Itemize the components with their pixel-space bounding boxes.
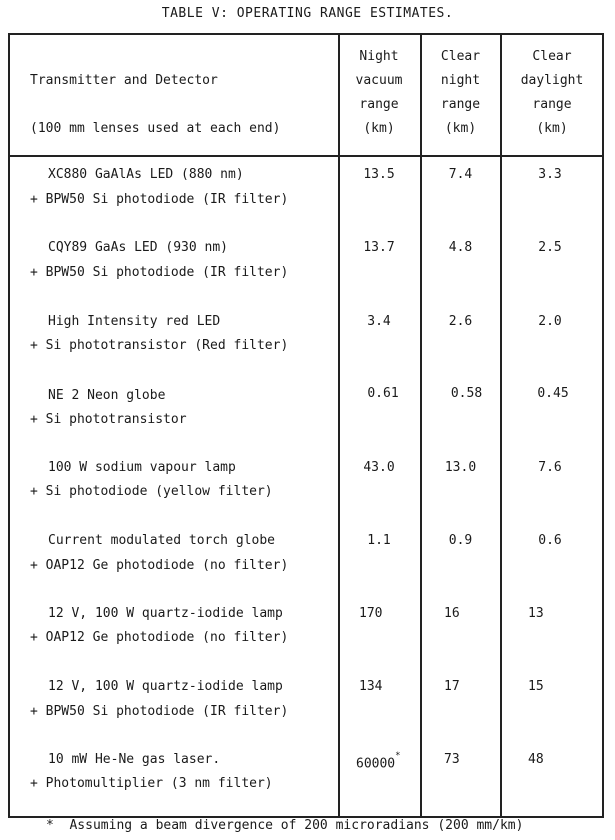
row-transmitter: CQY89 GaAs LED (930 nm) xyxy=(48,240,229,255)
clear-night-range: 16 xyxy=(444,606,460,621)
row-transmitter: XC880 GaAlAs LED (880 nm) xyxy=(48,167,244,182)
clear-night-range: 7.4 xyxy=(448,167,473,182)
clear-daylight-range: 15 xyxy=(528,679,544,694)
night-vacuum-range: 1.1 xyxy=(367,533,391,548)
row-transmitter: 100 W sodium vapour lamp xyxy=(48,460,236,475)
footnote: * Assuming a beam divergence of 200 microradians (200 mm/km) xyxy=(46,818,524,833)
row-detector: + Si phototransistor xyxy=(30,412,187,427)
clear-night-range: 4.8 xyxy=(448,240,473,255)
clear-daylight-range: 3.3 xyxy=(538,167,562,182)
night-vacuum-range: 13.7 xyxy=(363,240,395,255)
header-transmitter: Transmitter and Detector xyxy=(30,73,218,88)
row-transmitter: 12 V, 100 W quartz-iodide lamp xyxy=(48,679,283,694)
clear-daylight-range: 0.6 xyxy=(538,533,562,548)
table-title: TABLE V: OPERATING RANGE ESTIMATES. xyxy=(161,6,454,21)
clear-daylight-range: 13 xyxy=(528,606,544,621)
row-detector: + Photomultiplier (3 nm filter) xyxy=(30,776,273,791)
header-clear-daylight: Clear daylight range (km) xyxy=(520,49,584,136)
footnote-marker: * xyxy=(395,751,401,761)
column-divider xyxy=(420,33,422,818)
column-divider xyxy=(338,33,340,818)
night-vacuum-range: 60000* xyxy=(356,751,401,772)
clear-daylight-range: 0.45 xyxy=(537,386,569,401)
row-detector: + OAP12 Ge photodiode (no filter) xyxy=(30,558,289,573)
header-night-vacuum: Night vacuum range (km) xyxy=(355,49,403,136)
row-detector: + Si phototransistor (Red filter) xyxy=(30,338,289,353)
row-detector: + BPW50 Si photodiode (IR filter) xyxy=(30,704,289,719)
header-lenses-note: (100 mm lenses used at each end) xyxy=(30,121,281,136)
row-transmitter: 12 V, 100 W quartz-iodide lamp xyxy=(48,606,283,621)
night-vacuum-range: 13.5 xyxy=(363,167,395,182)
row-detector: + BPW50 Si photodiode (IR filter) xyxy=(30,192,289,207)
clear-night-range: 2.6 xyxy=(448,314,473,329)
clear-night-range: 13.0 xyxy=(444,460,477,475)
clear-night-range: 17 xyxy=(444,679,460,694)
row-detector: + Si photodiode (yellow filter) xyxy=(30,484,273,499)
row-transmitter: Current modulated torch globe xyxy=(48,533,275,548)
clear-daylight-range: 48 xyxy=(528,752,544,767)
clear-night-range: 73 xyxy=(444,752,460,767)
header-divider xyxy=(8,155,604,157)
row-detector: + OAP12 Ge photodiode (no filter) xyxy=(30,630,289,645)
column-divider xyxy=(500,33,502,818)
header-clear-night: Clear night range (km) xyxy=(440,49,481,136)
night-vacuum-range: 3.4 xyxy=(367,314,391,329)
clear-night-range: 0.58 xyxy=(450,386,483,401)
night-vacuum-range: 134 xyxy=(359,679,383,694)
clear-daylight-range: 7.6 xyxy=(538,460,562,475)
row-transmitter: 10 mW He-Ne gas laser. xyxy=(48,752,221,767)
clear-night-range: 0.9 xyxy=(448,533,473,548)
clear-daylight-range: 2.0 xyxy=(538,314,562,329)
clear-daylight-range: 2.5 xyxy=(538,240,562,255)
row-transmitter: NE 2 Neon globe xyxy=(48,388,166,403)
row-detector: + BPW50 Si photodiode (IR filter) xyxy=(30,265,289,280)
night-vacuum-range: 170 xyxy=(359,606,383,621)
night-vacuum-range: 0.61 xyxy=(367,386,399,401)
night-vacuum-range: 43.0 xyxy=(363,460,395,475)
row-transmitter: High Intensity red LED xyxy=(48,314,221,329)
